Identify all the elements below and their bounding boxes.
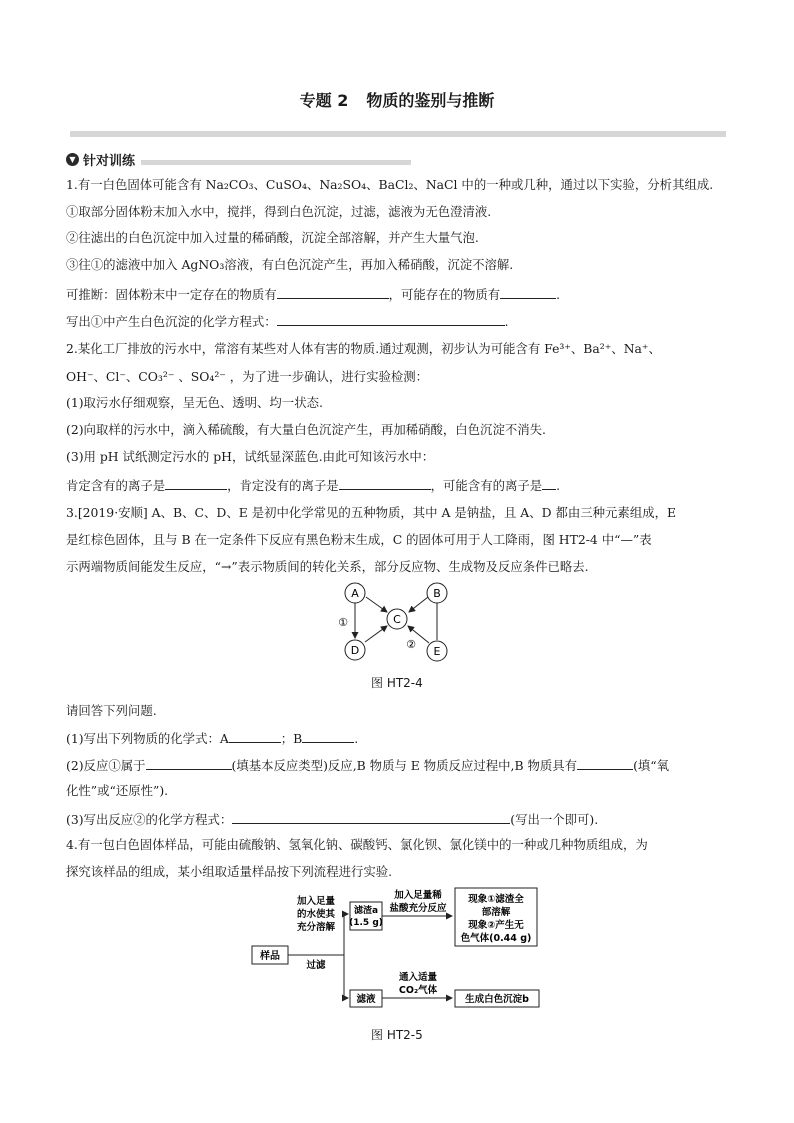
triangle-down-icon: ▼ bbox=[66, 153, 79, 166]
answer-blank[interactable] bbox=[500, 285, 556, 299]
reaction-1-label: ① bbox=[338, 616, 348, 629]
flow-diagram bbox=[250, 884, 550, 1014]
answer-blank[interactable] bbox=[165, 476, 227, 490]
flow-phenomenon-line4: 色气体(0.44 g) bbox=[460, 933, 532, 944]
q1-line-4: ③往①的滤液中加入 AgNO₃溶液，有白色沉淀产生，再加入稀硝酸，沉淀不溶解. bbox=[66, 257, 514, 272]
answer-blank[interactable] bbox=[229, 729, 281, 743]
q3-line-5: (1)写出下列物质的化学式：A ；B . bbox=[66, 731, 359, 746]
flow-step3-line1: 通入适量 bbox=[398, 972, 438, 983]
node-b: B bbox=[433, 587, 441, 600]
flow-phenomenon-line2: 部溶解 bbox=[481, 907, 511, 918]
answer-blank[interactable] bbox=[542, 476, 556, 490]
flow-residue-line1: 滤渣a bbox=[353, 906, 379, 916]
answer-blank[interactable] bbox=[277, 285, 389, 299]
node-d: D bbox=[350, 644, 360, 657]
q3-line-6: (2)反应①属于 (填基本反应类型)反应,B 物质与 E 物质反应过程中,B 物质具有 (填“氧 bbox=[66, 758, 670, 773]
answer-blank[interactable] bbox=[232, 810, 510, 824]
q2-line-5: (3)用 pH 试纸测定污水的 pH，试纸显深蓝色.由此可知该污水中： bbox=[66, 449, 435, 464]
q3-line-7: 化性”或“还原性”). bbox=[66, 783, 169, 798]
flow-residue-line2: (1.5 g) bbox=[349, 918, 383, 928]
figure-caption: 图 HT2-4 bbox=[371, 676, 423, 690]
flow-step1-line2: 的水使其 bbox=[296, 909, 336, 920]
q1-line-5: 可推断：固体粉末中一定存在的物质有 ，可能存在的物质有 . bbox=[66, 287, 561, 302]
q2-line-6: 肯定含有的离子是 ，肯定没有的离子是 ，可能含有的离子是 . bbox=[66, 478, 561, 493]
q2-line-4: (2)向取样的污水中，滴入稀硫酸，有大量白色沉淀产生，再加稀硝酸，白色沉淀不消失. bbox=[66, 422, 546, 437]
q1-line-2: ①取部分固体粉末加入水中，搅拌，得到白色沉淀，过滤，滤液为无色澄清液. bbox=[66, 204, 492, 219]
flow-step2-line1: 加入足量稀 bbox=[394, 890, 442, 901]
q2-line-3: (1)取污水仔细观察，呈无色、透明、均一状态. bbox=[66, 395, 323, 410]
answer-blank[interactable] bbox=[577, 756, 633, 770]
node-a: A bbox=[351, 587, 359, 600]
figure-caption: 图 HT2-5 bbox=[371, 1028, 423, 1042]
q3-line-8: (3)写出反应②的化学方程式： (写出一个即可). bbox=[66, 812, 599, 827]
page-title: 专题 2 物质的鉴别与推断 bbox=[299, 91, 495, 110]
flow-step1-line3: 充分溶解 bbox=[296, 922, 336, 933]
flow-phenomenon-line1: 现象①滤渣全 bbox=[468, 894, 524, 905]
q2-line-1: 2.某化工厂排放的污水中，常溶有某些对人体有害的物质.通过观测，初步认为可能含有 Fe³⁺、Ba²⁺、Na⁺、 bbox=[66, 341, 661, 356]
q1-line-3: ②往滤出的白色沉淀中加入过量的稀硝酸，沉淀全部溶解，并产生大量气泡. bbox=[66, 230, 479, 245]
q4-line-2: 探究该样品的组成，某小组取适量样品按下列流程进行实验. bbox=[66, 864, 393, 879]
q3-line-4: 请回答下列问题. bbox=[66, 703, 157, 718]
q2-line-2: OH⁻、Cl⁻、CO₃²⁻ 、SO₄²⁻ ，为了进一步确认，进行实验检测： bbox=[66, 369, 429, 384]
reaction-2-label: ② bbox=[406, 638, 416, 651]
q3-line-1: 3.[2019·安顺] A、B、C、D、E 是初中化学常见的五种物质，其中 A 是钠盐，且 A、D 都由三种元素组成，E bbox=[66, 505, 677, 520]
section-header bbox=[66, 150, 411, 168]
flow-step3-line2: CO₂气体 bbox=[398, 985, 438, 996]
answer-blank[interactable] bbox=[277, 312, 505, 326]
flow-step1-line1: 加入足量 bbox=[296, 896, 336, 907]
section-divider bbox=[141, 160, 411, 165]
answer-blank[interactable] bbox=[302, 729, 354, 743]
flow-sample: 样品 bbox=[260, 951, 280, 962]
q1-line-6: 写出①中产生白色沉淀的化学方程式： . bbox=[66, 314, 509, 329]
q1-line-1: 1.有一白色固体可能含有 Na₂CO₃、CuSO₄、Na₂SO₄、BaCl₂、NaCl 中的一种或几种，通过以下实验，分析其组成. bbox=[66, 177, 714, 192]
flow-step2-line2: 盐酸充分反应 bbox=[389, 903, 447, 914]
node-c: C bbox=[393, 613, 401, 626]
answer-blank[interactable] bbox=[339, 476, 431, 490]
q4-line-1: 4.有一包白色固体样品，可能由硫酸钠、氢氧化钠、碳酸钙、氯化钡、氯化镁中的一种或几种物质组成，为 bbox=[66, 837, 648, 852]
flow-step1-line4: 过滤 bbox=[306, 960, 326, 971]
q3-line-3: 示两端物质间能发生反应，“→”表示物质间的转化关系，部分反应物、生成物及反应条件已略去. bbox=[66, 559, 589, 574]
flow-phenomenon-line3: 现象②产生无 bbox=[468, 920, 524, 931]
title-divider bbox=[70, 131, 726, 137]
q3-line-2: 是红棕色固体，且与 B 在一定条件下反应有黑色粉末生成，C 的固体可用于人工降雨，图 HT2-4 中“—”表 bbox=[66, 532, 652, 547]
section-label: 针对训练 bbox=[83, 153, 136, 169]
reaction-diagram bbox=[335, 580, 465, 665]
flow-result: 生成白色沉淀b bbox=[465, 994, 529, 1005]
answer-blank[interactable] bbox=[146, 756, 232, 770]
flow-filtrate: 滤液 bbox=[356, 994, 376, 1005]
node-e: E bbox=[433, 645, 441, 658]
